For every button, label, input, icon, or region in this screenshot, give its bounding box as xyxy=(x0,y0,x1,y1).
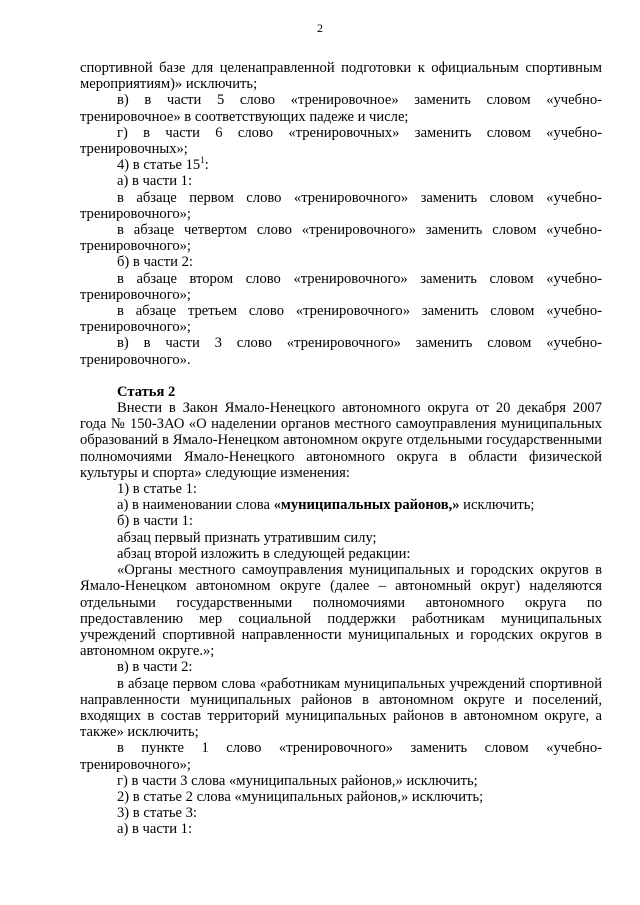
paragraph: а) в части 1: xyxy=(117,821,193,838)
paragraph: 3) в статье 3: xyxy=(117,805,197,822)
paragraph: 2) в статье 2 слова «муниципальных районов,» исключить; xyxy=(117,788,484,805)
page-number: 2 xyxy=(317,21,323,35)
article-2-intro: Внести в Закон Ямало-Ненецкого автономного округа от 20 декабря 2007 года № 150-ЗАО «О наделении органов местного самоуправления муниципальных образований в Ямало-Ненецком автономном округе отдельными государственными полномочиями Ямало-Ненецкого автономного округа в области физической культуры и спорта» следующие изменения: xyxy=(80,400,602,481)
paragraph: в) в части 3 слово «тренировочного» заменить словом «учебно-тренировочного». xyxy=(80,335,602,368)
paragraph: в абзаце первом слова «работникам муниципальных учреждений спортивной направленности муниципальных районов в автономном округе и поселений, входящих в состав территорий муниципальных районов в автономном округе, а также» исключить; xyxy=(80,675,602,741)
paragraph: в абзаце четвертом слово «тренировочного» заменить словом «учебно-тренировочного»; xyxy=(80,222,602,255)
bold-phrase: «муниципальных районов,» xyxy=(273,497,460,514)
paragraph: в абзаце первом слово «тренировочного» заменить словом «учебно-тренировочного»; xyxy=(80,189,602,222)
paragraph: в абзаце третьем слово «тренировочного» заменить словом «учебно-тренировочного»; xyxy=(80,303,602,336)
paragraph: 1) в статье 1: xyxy=(117,481,197,498)
paragraph: в пункте 1 слово «тренировочного» заменить словом «учебно-тренировочного»; xyxy=(80,740,602,773)
paragraph: г) в части 3 слова «муниципальных районов,» исключить; xyxy=(117,772,478,789)
article-2-heading: Статья 2 xyxy=(117,383,176,400)
item-text: 4) в статье 15 xyxy=(117,157,201,174)
superscript-number: 1 xyxy=(200,155,205,166)
item-text-end: : xyxy=(204,157,209,174)
section-spacer xyxy=(80,368,602,384)
quoted-paragraph: «Органы местного самоуправления муниципальных и городских округов в Ямало-Ненецком автономном округе (далее – автономный округ) наделяются отдельными государственными полномочиями автономного округа по предоставлению мер социальной поддержки работникам муниципальных учреждений спортивной направленности муниципальных и городских округов в автономном округе.»; xyxy=(80,562,602,660)
paragraph: г) в части 6 слово «тренировочных» заменить словом «учебно-тренировочных»; xyxy=(80,124,602,158)
paragraph: абзац первый признать утратившим силу; xyxy=(117,529,377,546)
paragraph: б) в части 1: xyxy=(117,513,193,530)
article-15-item xyxy=(80,157,602,173)
item-text: а) в наименовании слова xyxy=(117,497,274,514)
item-text-end: исключить; xyxy=(459,497,535,514)
paragraph: спортивной базе для целенаправленной подготовки к официальным спортивным мероприятиям)» исключить; xyxy=(80,60,602,93)
paragraph: в абзаце втором слово «тренировочного» заменить словом «учебно-тренировочного»; xyxy=(80,270,602,303)
paragraph: а) в части 1: xyxy=(117,173,193,190)
paragraph: абзац второй изложить в следующей редакции: xyxy=(117,545,411,562)
document-body xyxy=(80,60,602,838)
paragraph: в) в части 5 слово «тренировочное» заменить словом «учебно-тренировочное» в соответствующих падеже и числе; xyxy=(80,92,602,125)
paragraph: в) в части 2: xyxy=(117,659,193,676)
bold-item xyxy=(80,497,602,513)
paragraph: б) в части 2: xyxy=(117,254,193,271)
